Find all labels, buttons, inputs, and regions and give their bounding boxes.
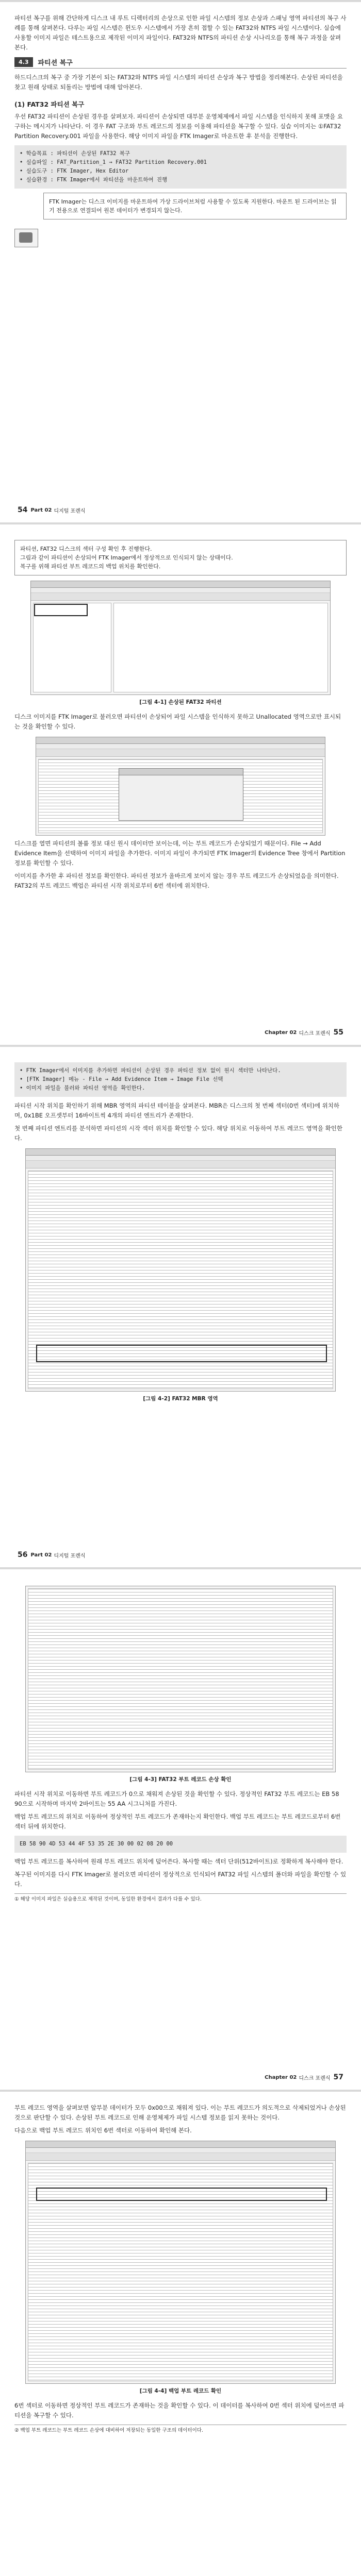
page-55	[0, 524, 361, 1045]
body-paragraph: 6번 섹터로 이동하면 정상적인 부트 레코드가 존재하는 것을 확인할 수 있다. 이 데이터를 복사하여 0번 섹터 위치에 덮어쓰면 파티션을 복구할 수 있다.	[14, 2402, 344, 2419]
lab-line: • 실습도구 : FTK Imager, Hex Editor	[20, 168, 129, 174]
tip-line: • 이미지 파일을 불러와 파티션 영역을 확인한다.	[20, 1085, 145, 1091]
body-paragraph: 백업 부트 레코드를 복사하여 원래 부트 레코드 위치에 덮어쓴다. 복사할 때는 섹터 단위(512바이트)로 정확하게 복사해야 한다.	[14, 1858, 343, 1865]
screenshot-hex-backup	[25, 2141, 336, 2384]
page-56	[0, 1047, 361, 1567]
lab-line: • 학습목표 : 파티션이 손상된 FAT32 복구	[20, 150, 130, 157]
section-title: 파티션 복구	[38, 59, 73, 67]
body-paragraph: 디스크를 열면 파티션의 볼륨 정보 대신 원시 데이터만 보이는데, 이는 부트 레코드가 손상되었기 때문이다. File → Add Evidence Item을 선택하여 이미지 파일을 추가한다. 이미지 파일이 추가되면 FTK Imager의 Evidence Tree 창에서 Partition 정보를 확인할 수 있다.	[14, 840, 346, 867]
footer-chapter: Chapter 02	[265, 1029, 297, 1036]
tip-line: • FTK Imager에서 이미지를 추가하면 파티션이 손상된 경우 파티션 정보 없이 원시 섹터만 나타난다.	[20, 1067, 281, 1074]
note-line: 그림과 같이 파티션이 손상되어 FTK Imager에서 정상적으로 인식되지 않는 상태이다.	[20, 554, 233, 561]
figure-caption: [그림 4-1] 손상된 FAT32 파티션	[139, 699, 222, 705]
footer-chapter: Chapter 02	[265, 2074, 297, 2080]
page-number: 54	[18, 506, 28, 514]
footer-left	[14, 1551, 86, 1559]
footnote: ① 해당 이미지 파일은 실습용으로 제작된 것이며, 동일한 환경에서 결과가 다를 수 있다.	[14, 1893, 347, 1903]
subheading-fat32: (1) FAT32 파티션 복구	[14, 100, 85, 108]
code-box	[14, 1836, 347, 1853]
note-line: 복구를 위해 파티션 부트 레코드의 백업 위치를 확인한다.	[20, 563, 161, 570]
lab-line: • 실습환경 : FTK Imager에서 파티션을 마운트하여 진행	[20, 177, 168, 183]
body-paragraph: 백업 부트 레코드의 위치로 이동하여 정상적인 부트 레코드가 존재하는지 확인한다. 백업 부트 레코드는 부트 레코드로부터 6번 섹터 뒤에 위치한다.	[14, 1813, 341, 1830]
footer-part: Part 02	[30, 507, 52, 513]
tip-line: • [FTK Imager] 메뉴 - File → Add Evidence Item → Image File 선택	[20, 1076, 223, 1082]
note-icon	[14, 229, 38, 247]
section-header	[14, 56, 347, 69]
note-box	[43, 193, 347, 219]
page-54	[0, 2, 361, 522]
body-paragraph: 첫 번째 파티션 엔트리를 분석하면 파티션의 시작 섹터 위치를 확인할 수 있다. 해당 위치로 이동하여 부트 레코드 영역을 확인한다.	[14, 1125, 343, 1142]
lab-line: • 실습파일 : FAT_Partition_1 → FAT32 Partition Recovery.001	[20, 159, 207, 165]
body-paragraph: 이미지를 추가한 후 파티션 정보를 확인한다. 파티션 정보가 올바르게 보이지 않는 경우 부트 레코드가 손상되었음을 의미한다. FAT32의 부트 레코드 백업은 파티션 시작 위치로부터 6번 섹터에 위치한다.	[14, 872, 339, 889]
footer-title: 디지털 포렌식	[54, 508, 86, 514]
screenshot-ftk-imager	[30, 581, 331, 695]
section-paragraph: 하드디스크의 복구 중 가장 기본이 되는 FAT32와 NTFS 파일 시스템의 파티션 손상과 복구 방법을 정리해본다. 손상된 파티션을 찾고 원래 상태로 되돌리는 방법에 대해 알아본다.	[14, 74, 343, 91]
page-number: 57	[333, 2073, 343, 2081]
footer-right	[265, 1028, 347, 1037]
section-number: 4.3	[14, 57, 33, 67]
lab-info-box	[14, 145, 347, 189]
footer-part: Part 02	[30, 1552, 52, 1558]
sub-paragraph: 우선 FAT32 파티션이 손상된 경우를 살펴보자. 파티션이 손상되면 대부분 운영체제에서 파일 시스템을 인식하지 못해 포맷을 요구하는 메시지가 나타난다. 이 경우 FAT 구조와 부트 레코드의 정보를 이용해 파티션을 복구할 수 있다. 실습 이미지는 ①FAT32 Partition Recovery.001 파일을 사용한다. 해당 이미지 파일을 FTK Imager로 마운트한 후 분석을 진행한다.	[14, 113, 343, 140]
body-paragraph: 파티션 시작 위치로 이동하면 부트 레코드가 0으로 채워져 손상된 것을 확인할 수 있다. 정상적인 FAT32 부트 레코드는 EB 58 90으로 시작하며 마지막 2바이트는 55 AA 시그니처를 가진다.	[14, 1790, 339, 1807]
screenshot-add-evidence	[36, 737, 325, 836]
intro-paragraph: 파티션 복구를 위해 간단하게 디스크 내 루트 디렉터리의 손상으로 인한 파일 시스템의 정보 손상과 스패닝 영역 파티션의 복구 사례를 통해 살펴본다. 다루는 파일 시스템은 윈도우 시스템에서 가장 흔히 접할 수 있는 FAT32와 NTFS 파일 시스템이다. 실습에 사용할 이미지 파일은 테스트용으로 제작된 이미지 파일이다. FAT32와 NTFS의 파티션 손상 시나리오를 통해 복구 과정을 살펴본다.	[14, 14, 347, 51]
footer-left	[14, 506, 86, 514]
body-paragraph: 부트 레코드 영역을 살펴보면 앞부분 데이터가 모두 0x00으로 채워져 있다. 이는 부트 레코드가 의도적으로 삭제되었거나 손상된 것으로 판단할 수 있다. 손상된 부트 레코드로 인해 운영체제가 파일 시스템 정보를 읽지 못하는 것이다.	[14, 2104, 346, 2121]
figure-caption: [그림 4-2] FAT32 MBR 영역	[143, 1396, 218, 1402]
screenshot-hex-mbr	[25, 1148, 336, 1392]
body-paragraph: 다음으로 백업 부트 레코드 위치인 6번 섹터로 이동하여 확인해 본다.	[14, 2127, 192, 2134]
note-line: 파티션, FAT32 디스크의 섹터 구성 확인 후 진행한다.	[20, 546, 152, 552]
footer-right	[265, 2073, 347, 2081]
code-text: EB 58 90 4D 53 44 4F 53 35 2E 30 00 02 08 20 00	[20, 1841, 173, 1847]
body-paragraph: 파티션 시작 위치를 확인하기 위해 MBR 영역의 파티션 테이블을 살펴본다. MBR은 디스크의 첫 번째 섹터(0번 섹터)에 위치하며, 0x1BE 오프셋부터 16바이트씩 4개의 파티션 엔트리가 존재한다.	[14, 1102, 339, 1119]
figure-caption: [그림 4-4] 백업 부트 레코드 확인	[139, 2388, 222, 2394]
page-58	[0, 2092, 361, 2576]
footer-chapter-title: 디스크 포렌식	[299, 1030, 331, 1037]
screenshot-hex-bootrecord	[25, 1586, 336, 1772]
tip-box	[14, 1062, 347, 1097]
footnote: ② 백업 부트 레코드는 부트 레코드 손상에 대비하여 저장되는 동일한 구조의 데이터이다.	[14, 2425, 347, 2434]
note-box	[14, 540, 347, 575]
page-number: 56	[18, 1551, 28, 1559]
note-text: FTK Imager는 디스크 이미지를 마운트하여 가상 드라이브처럼 사용할 수 있도록 지원한다. 마운트 된 드라이브는 읽기 전용으로 연결되어 원본 데이터가 변경되지 않는다.	[49, 198, 337, 214]
figure-caption: [그림 4-3] FAT32 부트 레코드 손상 확인	[129, 1776, 232, 1783]
page-number: 55	[333, 1028, 343, 1037]
page-57	[0, 1569, 361, 2090]
body-paragraph: 복구된 이미지를 다시 FTK Imager로 불러오면 파티션이 정상적으로 인식되어 FAT32 파일 시스템의 폴더와 파일을 확인할 수 있다.	[14, 1871, 347, 1888]
footer-title: 디지털 포렌식	[54, 1553, 86, 1559]
body-paragraph: 디스크 이미지를 FTK Imager로 불러오면 파티션이 손상되어 파일 시스템을 인식하지 못하고 Unallocated 영역으로만 표시되는 것을 확인할 수 있다.	[14, 713, 341, 730]
footer-chapter-title: 디스크 포렌식	[299, 2075, 331, 2081]
